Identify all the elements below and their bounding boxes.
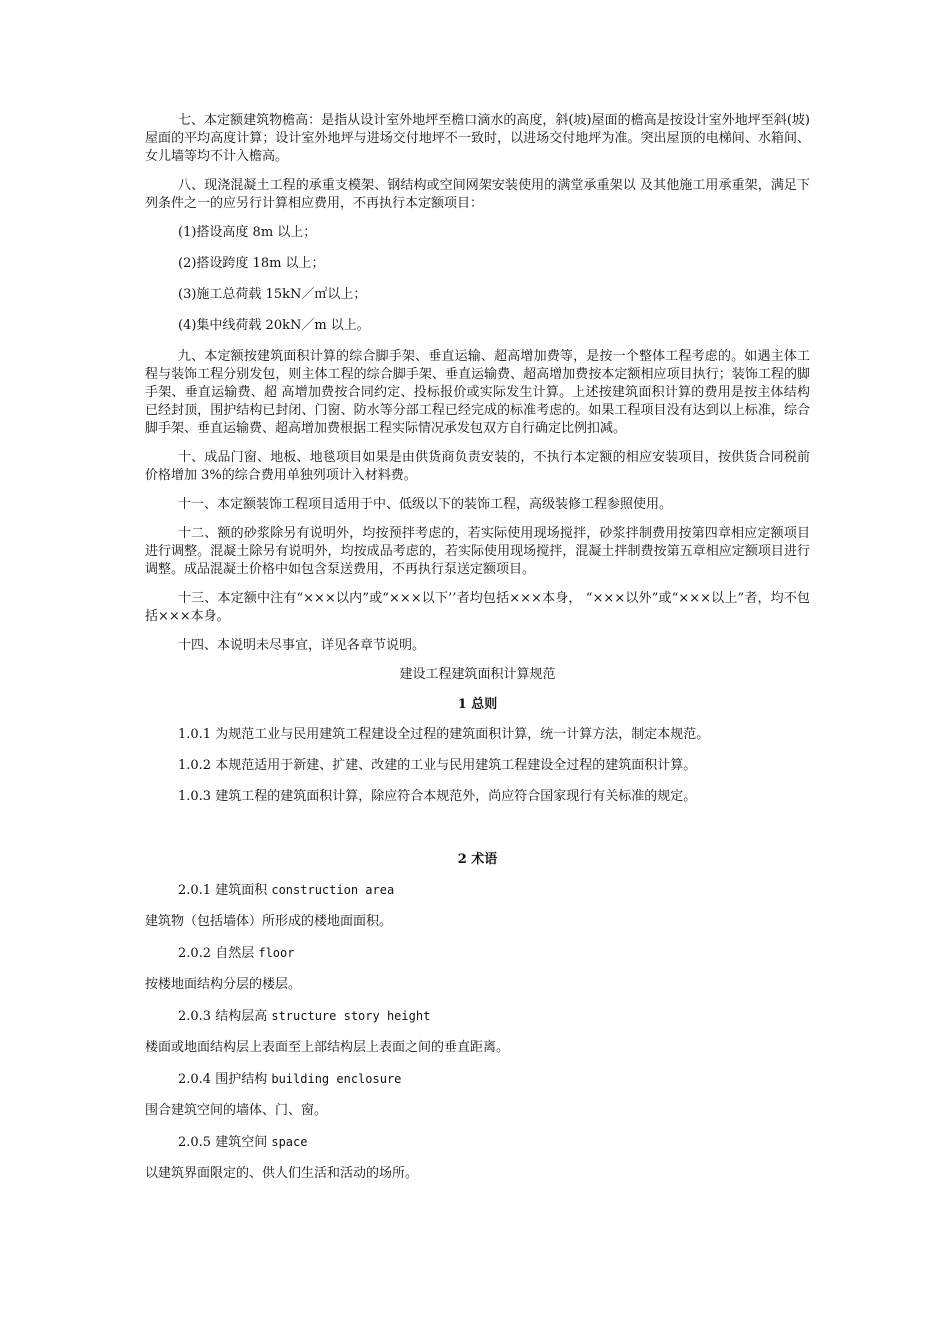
term-heading xyxy=(145,1133,810,1152)
term-english: building enclosure xyxy=(271,1072,402,1086)
spec-title: 建设工程建筑面积计算规范 xyxy=(399,667,556,682)
paragraph-7: 七、本定额建筑物檐高：是指从设计室外地坪至檐口滴水的高度，斜(坡)屋面的檐高是按设计室外地坪至斜(坡)屋面的平均高度计算；设计室外地坪与进场交付地坪不一致时，以进场交付地坪为准。突出屋顶的电梯间、水箱间、女儿墙等均不计入檐高。 xyxy=(145,113,810,164)
term-code: 2.0.1 建筑面积 xyxy=(178,883,268,898)
term-heading xyxy=(145,1070,810,1089)
list-item: (3)施工总荷载 15kN／㎡以上； xyxy=(178,287,367,302)
term-code: 2.0.5 建筑空间 xyxy=(178,1135,268,1150)
term-definition: 以建筑界面限定的、供人们生活和活动的场所。 xyxy=(145,1166,419,1181)
section-spacer xyxy=(145,819,810,851)
term-code: 2.0.2 自然层 xyxy=(178,946,255,961)
list-item: (4)集中线荷载 20kN／m 以上。 xyxy=(178,318,370,333)
term-definition: 围合建筑空间的墙体、门、窗。 xyxy=(145,1103,328,1118)
term-english: construction area xyxy=(271,883,395,897)
paragraph-9: 九、本定额按建筑面积计算的综合脚手架、垂直运输、超高增加费等，是按一个整体工程考虑的。如遇主体工程与装饰工程分别发包，则主体工程的综合脚手架、垂直运输费、超高增加费按本定额相应项目执行；装饰工程的脚手架、垂直运输费、超 高增加费按合同约定、投标报价或实际发生计算。上述按建筑面积计算的费用是按主体结构已经封顶，围护结构已封闭、门窗、防水等分部工程已经完成的标准考虑的。如果工程项目没有达到以上标准，综合脚手架、垂直运输费、超高增加费根据工程实际情况承发包双方自行确定比例扣减。 xyxy=(145,349,810,436)
term-definition: 按楼地面结构分层的楼层。 xyxy=(145,977,302,992)
term-heading xyxy=(145,944,810,963)
term-code: 2.0.4 围护结构 xyxy=(178,1072,268,1087)
term-definition: 楼面或地面结构层上表面至上部结构层上表面之间的垂直距离。 xyxy=(145,1040,510,1055)
clause-1-0-3: 1.0.3 建筑工程的建筑面积计算，除应符合本规范外，尚应符合国家现行有关标准的规定。 xyxy=(178,789,697,804)
term-english: structure story height xyxy=(271,1009,431,1023)
paragraph-14: 十四、本说明未尽事宜，详见各章节说明。 xyxy=(178,638,426,653)
term-english: space xyxy=(271,1135,308,1149)
clause-1-0-1: 1.0.1 为规范工业与民用建筑工程建设全过程的建筑面积计算，统一计算方法，制定本规范。 xyxy=(178,727,710,742)
clause-1-0-2: 1.0.2 本规范适用于新建、扩建、改建的工业与民用建筑工程建设全过程的建筑面积计算。 xyxy=(178,758,697,773)
list-item: (1)搭设高度 8m 以上； xyxy=(178,225,317,240)
document-page xyxy=(145,112,810,1196)
paragraph-10: 十、成品门窗、地板、地毯项目如果是由供货商负责安装的，不执行本定额的相应安装项目，按供货合同税前价格增加 3%的综合费用单独列项计入材料费。 xyxy=(145,450,810,483)
paragraph-13: 十三、本定额中注有“×××以内”或“×××以下’’者均包括×××本身， “×××以外”或“×××以上”者，均不包括×××本身。 xyxy=(145,591,810,624)
list-item: (2)搭设跨度 18m 以上； xyxy=(178,256,325,271)
term-heading xyxy=(145,881,810,900)
term-code: 2.0.3 结构层高 xyxy=(178,1009,268,1024)
term-english: floor xyxy=(258,946,295,960)
term-definition: 建筑物（包括墙体）所形成的楼地面面积。 xyxy=(145,914,393,929)
chapter-2-heading: 2 术语 xyxy=(457,852,498,867)
paragraph-8: 八、现浇混凝土工程的承重支模架、钢结构或空间网架安装使用的满堂承重架以 及其他施工用承重架，满足下列条件之一的应另行计算相应费用，不再执行本定额项目： xyxy=(145,178,810,211)
paragraph-11: 十一、本定额装饰工程项目适用于中、低级以下的装饰工程，高级装修工程参照使用。 xyxy=(178,497,673,512)
paragraph-12: 十二、额的砂浆除另有说明外，均按预拌考虑的，若实际使用现场搅拌，砂浆拌制费用按第四章相应定额项目进行调整。混凝土除另有说明外，均按成品考虑的，若实际使用现场搅拌，混凝土拌制费按第五章相应定额项目进行调整。成品混凝土价格中如包含泵送费用，不再执行泵送定额项目。 xyxy=(145,526,810,577)
term-heading xyxy=(145,1007,810,1026)
chapter-1-heading: 1 总则 xyxy=(457,697,498,712)
